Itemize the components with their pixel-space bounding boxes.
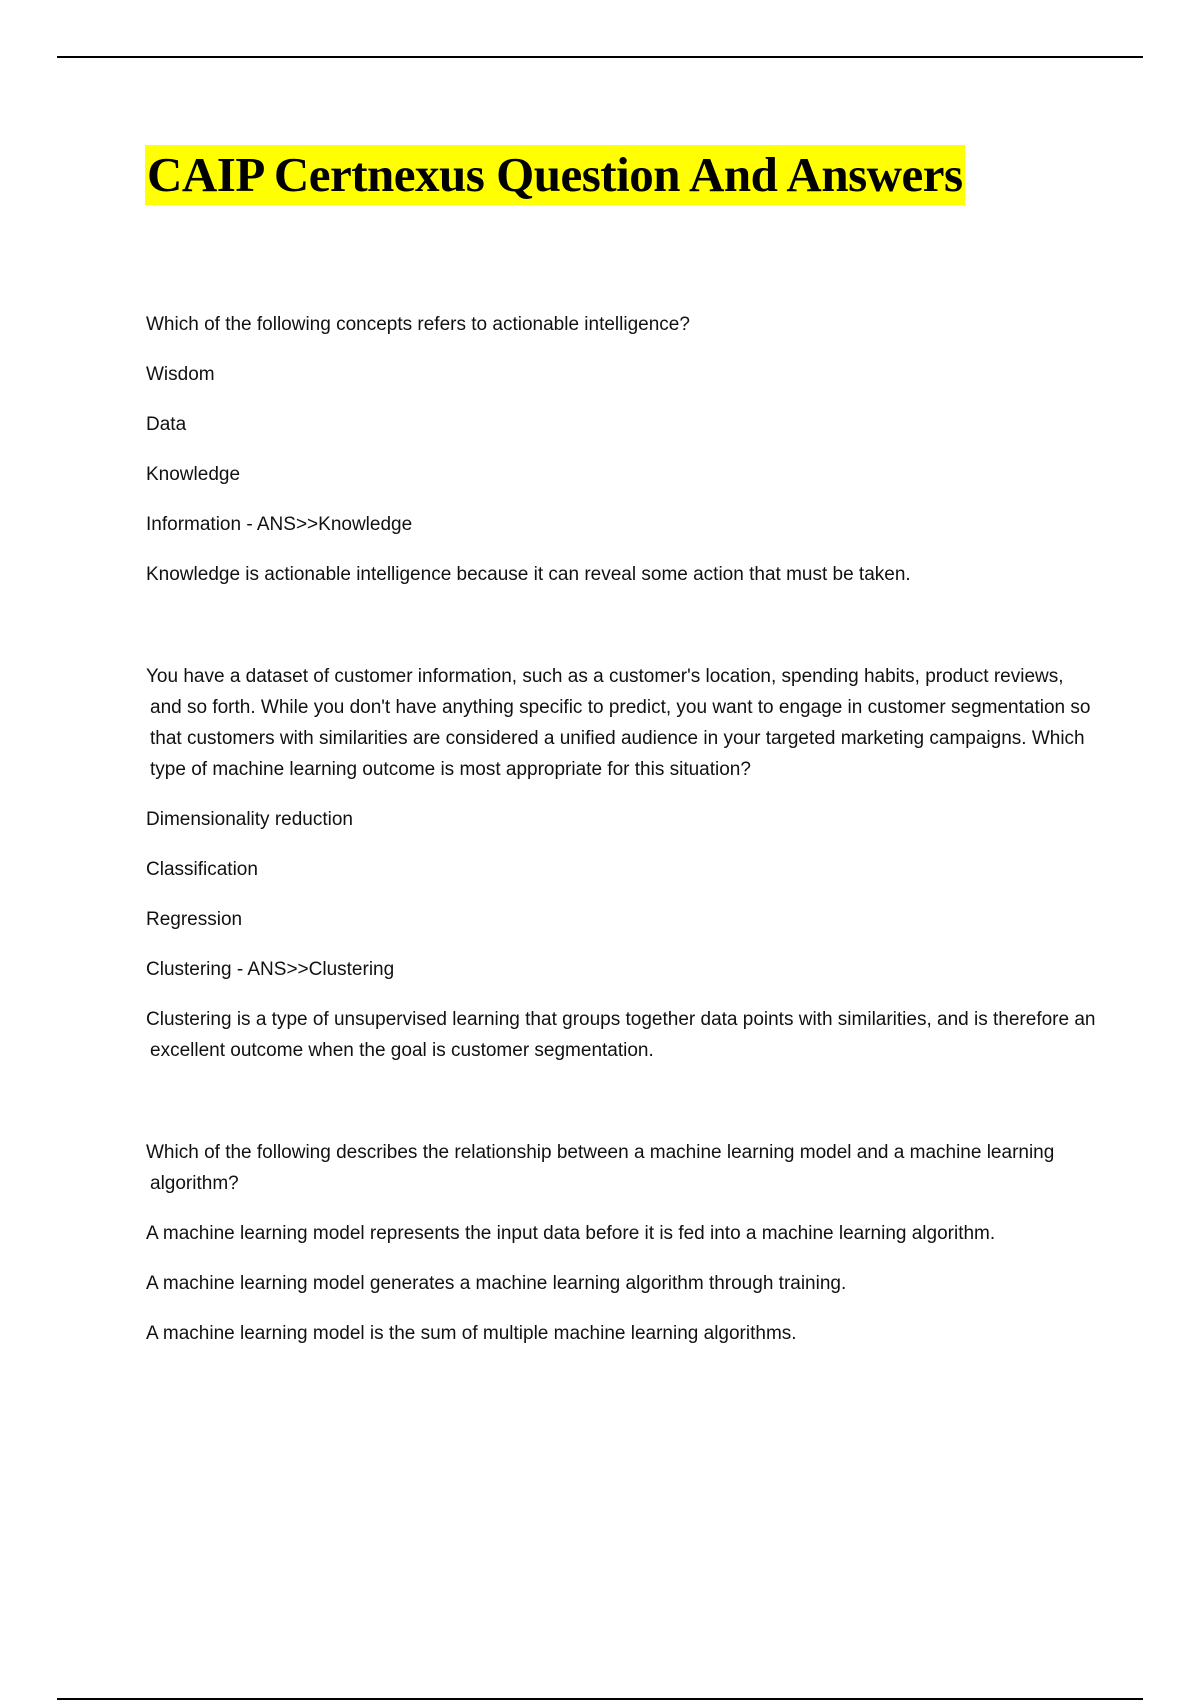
- question-text: You have a dataset of customer information, such as a customer's location, spending habits, product reviews, and so forth. While you don't have anything specific to predict, you want to engage in customer segmentation so that customers with similarities are considered a unified audience in your targeted marketing campaigns. Which type of machine learning outcome is most appropriate for this situation?: [146, 666, 1091, 780]
- answer-option: A machine learning model generates a machine learning algorithm through training.: [146, 1273, 847, 1294]
- answer-option: Wisdom: [146, 364, 215, 385]
- answer-explanation: Clustering is a type of unsupervised learning that groups together data points with similarities, and is therefore an excellent outcome when the goal is customer segmentation.: [146, 1009, 1096, 1061]
- answer-option: Dimensionality reduction: [146, 809, 353, 830]
- question-text: Which of the following describes the relationship between a machine learning model and a machine learning algorithm?: [146, 1142, 1055, 1194]
- answer-explanation: Knowledge is actionable intelligence because it can reveal some action that must be taken.: [146, 564, 911, 585]
- answer-option: Classification: [146, 859, 258, 880]
- answer-option: Knowledge: [146, 464, 241, 485]
- answer-option: Data: [146, 414, 187, 435]
- title-block: [145, 145, 965, 205]
- answer-option-with-key: Clustering - ANS>>Clustering: [146, 959, 395, 980]
- header-rule: [57, 56, 1143, 58]
- question-block-1: [146, 309, 1096, 590]
- document-title: CAIP Certnexus Question And Answers: [145, 145, 965, 205]
- question-block-2: [146, 661, 1096, 1066]
- answer-option: A machine learning model represents the input data before it is fed into a machine learning algorithm.: [146, 1223, 996, 1244]
- question-text: Which of the following concepts refers to actionable intelligence?: [146, 314, 690, 335]
- question-spacer: [146, 609, 1096, 661]
- question-spacer: [146, 1085, 1096, 1137]
- answer-option: A machine learning model is the sum of multiple machine learning algorithms.: [146, 1323, 797, 1344]
- document-content: [146, 309, 1096, 1368]
- answer-option-with-key: Information - ANS>>Knowledge: [146, 514, 413, 535]
- answer-option: Regression: [146, 909, 243, 930]
- question-block-3: [146, 1137, 1096, 1349]
